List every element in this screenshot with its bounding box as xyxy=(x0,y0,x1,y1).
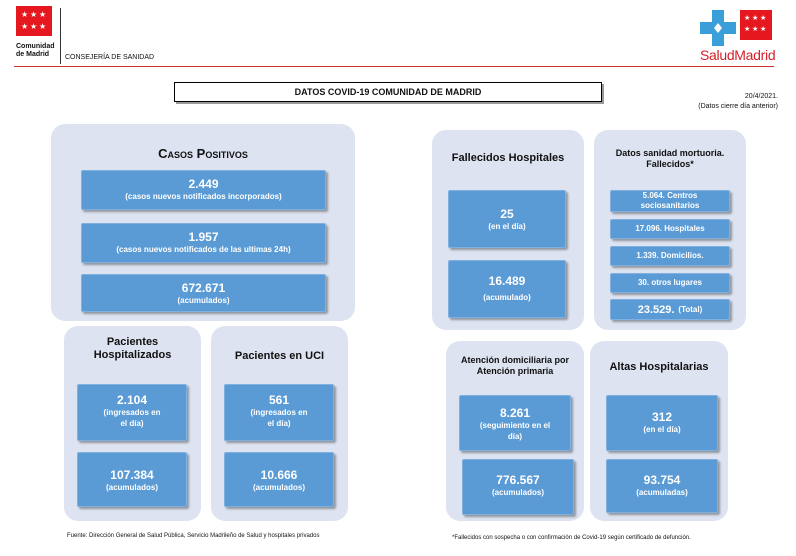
uci-acumulados-card xyxy=(224,452,334,507)
card-label: (en el día) xyxy=(488,222,526,231)
card-label: (Total) xyxy=(678,304,703,314)
panel-title: Fallecidos Hospitales xyxy=(451,152,565,164)
card-label: (en el día) xyxy=(643,425,681,434)
mortuoria-sociosanitarios-card xyxy=(610,190,730,212)
fallecidos-dia-card xyxy=(448,190,566,248)
title-line2: Atención primaria xyxy=(476,366,554,376)
card-label: (casos nuevos notificados de las ultimas 24h) xyxy=(116,245,291,254)
brand-name: SaludMadrid xyxy=(700,47,776,63)
card-value: 2.449 xyxy=(188,177,219,191)
card-label: (acumuladas) xyxy=(636,488,688,497)
card-label: sociosanitarios xyxy=(640,201,700,210)
title-line2: Fallecidos* xyxy=(646,159,694,169)
card-label: (casos nuevos notificados incorporados) xyxy=(125,192,282,201)
panel-title xyxy=(446,355,584,377)
casos-24h-card xyxy=(81,223,326,263)
panel-title: Altas Hospitalarias xyxy=(609,361,709,373)
altas-acumuladas-card xyxy=(606,459,718,513)
title-line1: Pacientes xyxy=(106,336,159,348)
panel-fallecidos xyxy=(432,130,584,330)
fallecidos-acumulado-card xyxy=(448,260,566,318)
card-label: 5.064. Centros xyxy=(642,191,698,200)
card-label: (acumulados) xyxy=(105,483,158,492)
casos-acumulados-card xyxy=(81,274,326,312)
hospitalizados-dia-card xyxy=(77,384,187,441)
altas-dia-card xyxy=(606,395,718,451)
panel-casos-positivos xyxy=(51,124,355,321)
footer-source: Fuente: Dirección General de Salud Pública, Servicio Madrileño de Salud y hospitales privados xyxy=(67,533,320,539)
comunidad-madrid-logo-icon: ★ ★ ★ ★ ★ ★ xyxy=(16,6,52,36)
card-label: (acumulados) xyxy=(252,483,305,492)
salud-madrid-cross-icon xyxy=(700,10,736,46)
department-name: CONSEJERÍA DE SANIDAD xyxy=(65,54,155,61)
panel-hospitalizados xyxy=(64,326,201,521)
mortuoria-hospitales-card xyxy=(610,219,730,239)
card-value: 16.489 xyxy=(488,274,526,288)
card-value: 8.261 xyxy=(499,406,531,420)
footer-note: *Fallecidos con sospecha o con confirmación de Covid-19 según certificado de defunción. xyxy=(452,535,691,541)
mortuoria-otros-card xyxy=(610,273,730,293)
card-value: 561 xyxy=(268,393,290,407)
title-line1: Atención domiciliaria por xyxy=(460,355,570,365)
card-value: 312 xyxy=(651,410,673,424)
card-label: 1.339. Domicilios. xyxy=(636,251,704,260)
card-label: (ingresados en xyxy=(250,408,308,417)
header-rule xyxy=(14,66,774,67)
org-name xyxy=(16,43,66,59)
date-value: 20/4/2021. xyxy=(744,93,778,100)
header-separator xyxy=(60,8,61,64)
panel-title: Casos Positivos xyxy=(158,146,248,161)
card-value: 23.529. xyxy=(637,303,675,316)
mortuoria-domicilios-card xyxy=(610,246,730,266)
card-label: 30. otros lugares xyxy=(637,278,703,287)
card-label: 17.096. Hospitales xyxy=(635,224,705,233)
panel-altas xyxy=(590,341,728,521)
card-label: (ingresados en xyxy=(103,408,161,417)
card-value: 2.104 xyxy=(116,393,148,407)
domiciliaria-acumulados-card xyxy=(462,459,574,515)
hospitalizados-acumulados-card xyxy=(77,452,187,507)
casos-nuevos-card xyxy=(81,170,326,210)
card-value: 93.754 xyxy=(643,473,681,487)
card-value: 107.384 xyxy=(110,468,154,482)
card-label: día) xyxy=(507,432,523,441)
salud-madrid-flag-icon: ★ ★ ★ ★ ★ ★ xyxy=(740,10,772,40)
card-value: 10.666 xyxy=(260,468,298,482)
card-value: 776.567 xyxy=(496,473,540,487)
report-date xyxy=(640,92,778,112)
panel-mortuoria xyxy=(594,130,746,330)
card-value: 25 xyxy=(500,207,514,221)
panel-title: Pacientes en UCI xyxy=(234,350,325,362)
card-label: (acumulados) xyxy=(177,296,230,305)
panel-uci xyxy=(211,326,348,521)
panel-domiciliaria xyxy=(446,341,584,521)
panel-title xyxy=(594,148,746,170)
mortuoria-total-card xyxy=(610,299,730,320)
card-label: (seguimiento en el xyxy=(479,421,551,430)
card-value: 672.671 xyxy=(181,281,226,295)
title-line1: Datos sanidad mortuoria. xyxy=(615,148,725,158)
page-title: DATOS COVID-19 COMUNIDAD DE MADRID xyxy=(174,82,602,102)
uci-dia-card xyxy=(224,384,334,441)
org-name-line2: de Madrid xyxy=(16,51,50,58)
domiciliaria-dia-card xyxy=(459,395,571,451)
org-name-line1: Comunidad xyxy=(16,43,55,50)
card-label: (acumulados) xyxy=(491,488,544,497)
panel-title xyxy=(64,336,201,362)
date-note: (Datos cierre día anterior) xyxy=(698,103,778,110)
title-line2: Hospitalizados xyxy=(93,349,172,361)
card-label: el día) xyxy=(120,419,144,428)
card-label: el día) xyxy=(267,419,291,428)
card-value: 1.957 xyxy=(188,230,219,244)
card-label: (acumulado) xyxy=(483,293,531,302)
